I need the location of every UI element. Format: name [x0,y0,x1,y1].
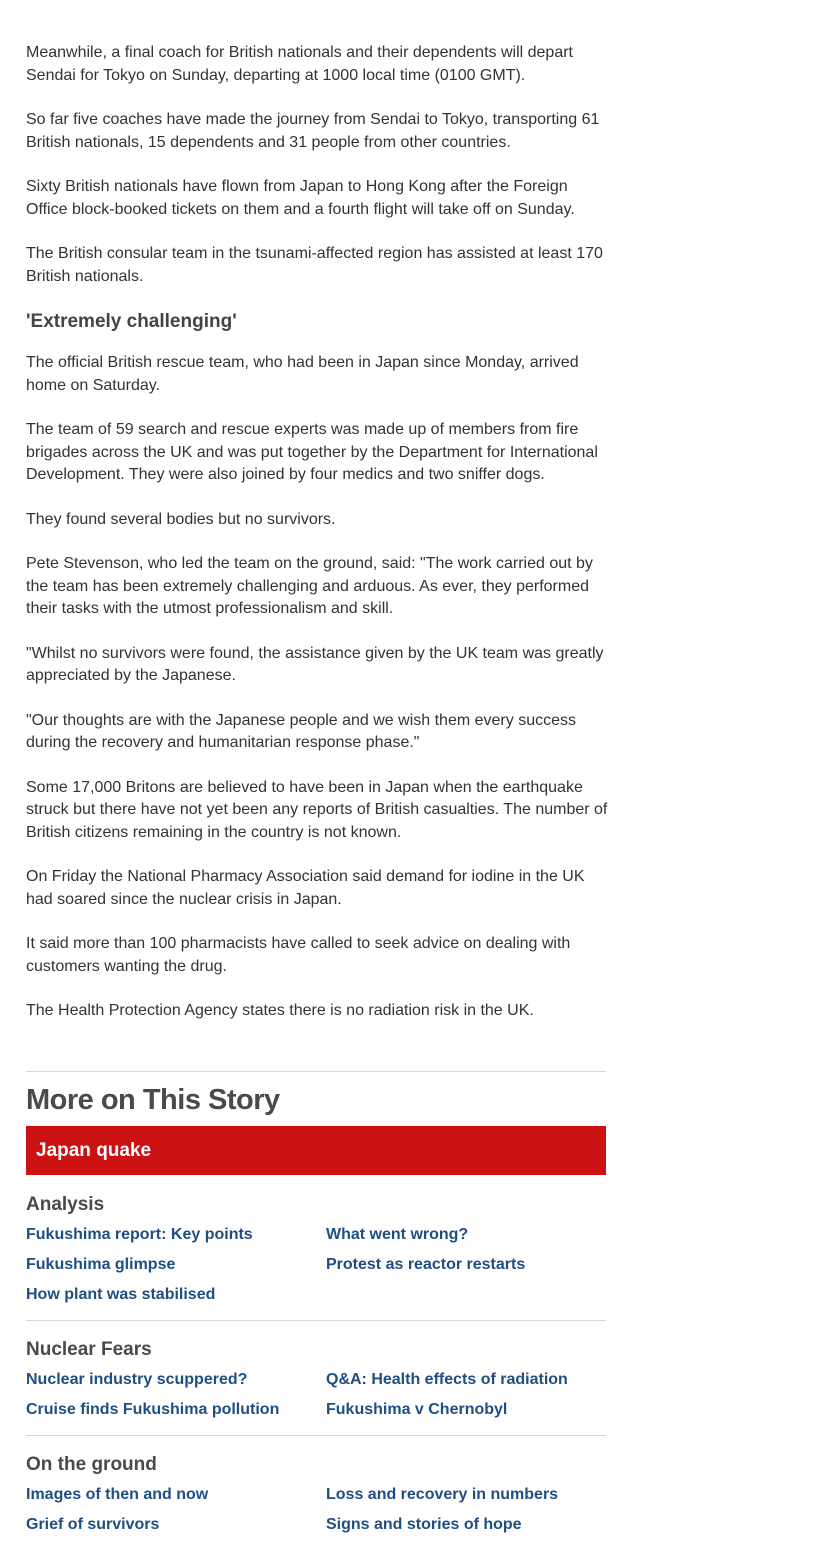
article-subheading: 'Extremely challenging' [26,311,237,332]
related-link[interactable]: Fukushima report: Key points [26,1226,253,1243]
related-link[interactable]: Loss and recovery in numbers [326,1486,559,1503]
related-links [26,1365,606,1425]
related-section-nuclear-fears [26,1320,606,1435]
related-link[interactable]: What went wrong? [326,1226,469,1243]
related-section-on-the-ground [26,1435,606,1550]
article-paragraph: Pete Stevenson, who led the team on the ground, said: "The work carried out by the team has been extremely challenging and arduous. As ever, they performed their tasks with the utmost professionalism and skill. [26,555,593,617]
section-title: Nuclear Fears [26,1339,152,1360]
related-link[interactable]: Images of then and now [26,1486,209,1503]
related-link[interactable]: Fukushima glimpse [26,1256,176,1273]
related-section-analysis [26,1175,606,1320]
related-link[interactable]: Fukushima v Chernobyl [326,1401,508,1418]
related-link[interactable]: Cruise finds Fukushima pollution [26,1401,280,1418]
related-link[interactable]: Protest as reactor restarts [326,1256,526,1273]
related-link[interactable]: Signs and stories of hope [326,1516,522,1533]
article-body [26,42,608,1045]
related-links [26,1220,606,1310]
article-paragraph: So far five coaches have made the journey from Sendai to Tokyo, transporting 61 British nationals, 15 dependents and 31 people from other countries. [26,111,600,151]
article-paragraph: "Whilst no survivors were found, the assistance given by the UK team was greatly appreciated by the Japanese. [26,644,604,684]
related-links [26,1480,606,1540]
more-on-this-story [26,1071,606,1550]
article-paragraph: They found several bodies but no survivors. [26,510,336,528]
section-title: Analysis [26,1194,105,1215]
topic-banner-japan-quake[interactable]: Japan quake [26,1126,606,1175]
article-paragraph: The official British rescue team, who had been in Japan since Monday, arrived home on Saturday. [26,354,579,394]
section-title: On the ground [26,1454,157,1475]
article-paragraph: The British consular team in the tsunami-affected region has assisted at least 170 British nationals. [26,245,603,285]
article-paragraph: Sixty British nationals have flown from Japan to Hong Kong after the Foreign Office block-booked tickets on them and a fourth flight will take off on Sunday. [26,178,575,218]
more-on-story-title: More on This Story [26,1084,280,1116]
related-link[interactable]: Nuclear industry scuppered? [26,1371,248,1388]
article-paragraph: Meanwhile, a final coach for British nationals and their dependents will depart Sendai for Tokyo on Sunday, departing at 1000 local time (0100 GMT). [26,44,573,84]
article-paragraph: It said more than 100 pharmacists have called to seek advice on dealing with customers wanting the drug. [26,935,571,975]
article-paragraph: The Health Protection Agency states there is no radiation risk in the UK. [26,1002,534,1019]
article-paragraph: Some 17,000 Britons are believed to have been in Japan when the earthquake struck but there have not yet been any reports of British casualties. The number of British citizens remaining in the country is not known. [26,778,608,841]
related-link[interactable]: Grief of survivors [26,1516,160,1533]
article-paragraph: "Our thoughts are with the Japanese people and we wish them every success during the recovery and humanitarian response phase." [26,711,576,751]
related-link[interactable]: How plant was stabilised [26,1286,216,1303]
related-link[interactable]: Q&A: Health effects of radiation [326,1371,568,1388]
article-paragraph: On Friday the National Pharmacy Association said demand for iodine in the UK had soared since the nuclear crisis in Japan. [26,868,585,908]
article-paragraph: The team of 59 search and rescue experts was made up of members from fire brigades across the UK and was put together by the Department for International Development. They were also joined by four medics and two sniffer dogs. [26,421,598,483]
